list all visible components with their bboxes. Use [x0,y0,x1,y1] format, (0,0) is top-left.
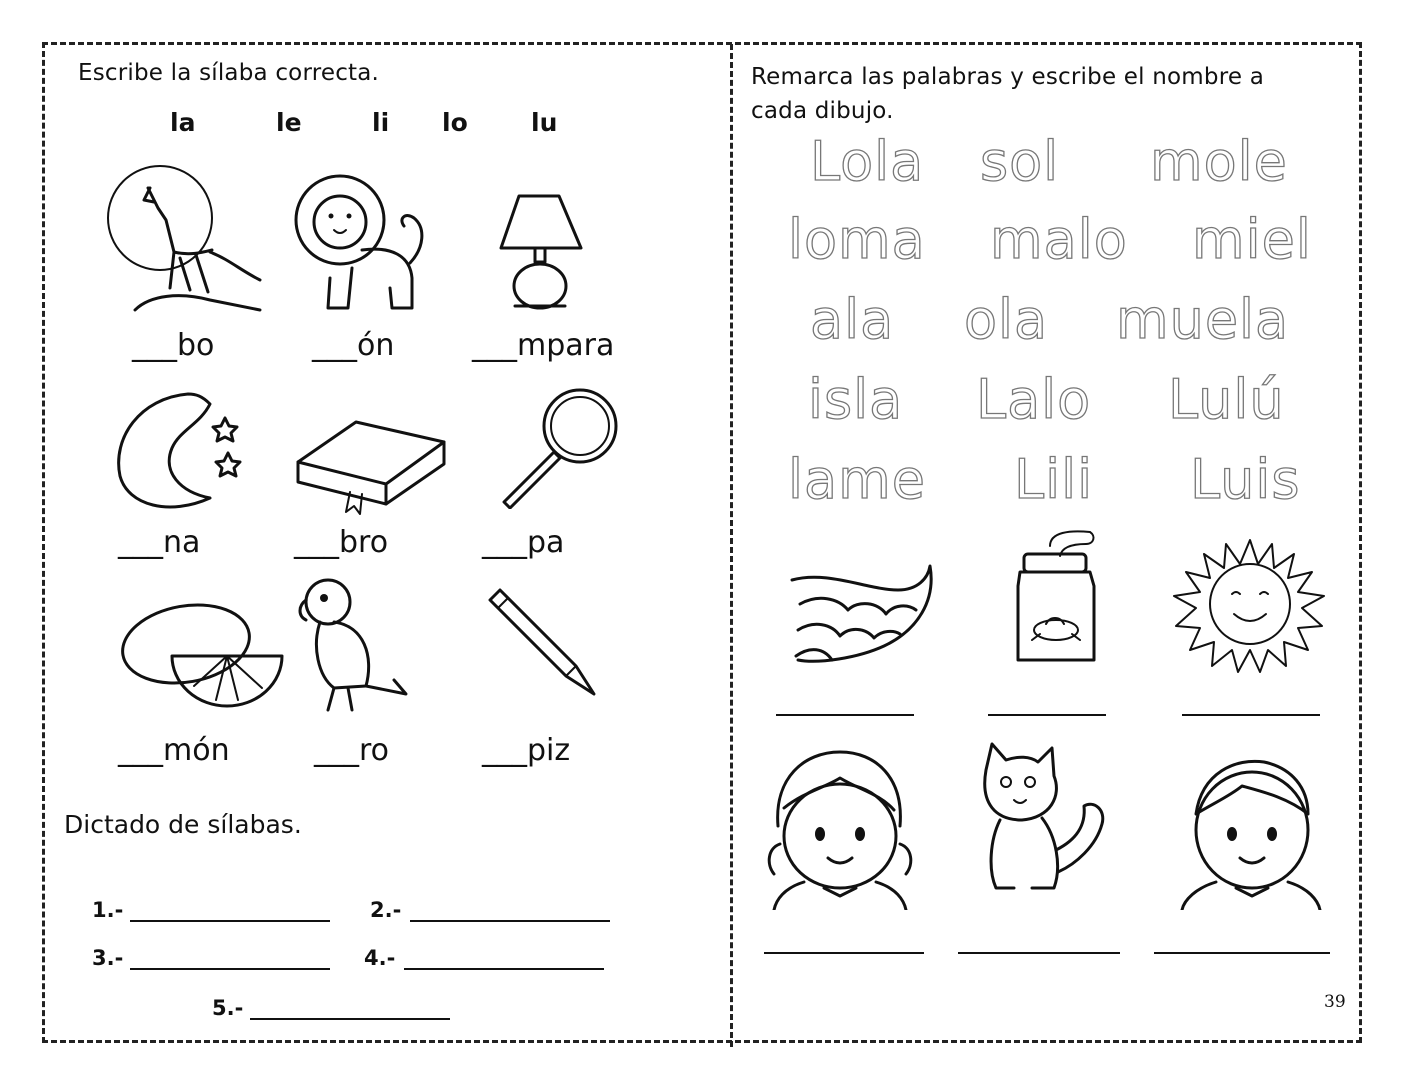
dictation-label-5: 5.- [212,996,244,1020]
dictation-title: Dictado de sílabas. [64,810,302,839]
word-lapiz: ___piz [482,733,571,768]
trace-word-isla: isla [808,368,904,431]
answer-line-cat[interactable] [958,950,1120,954]
lamp-icon [497,188,587,313]
syllable-lo: lo [442,108,468,137]
answer-line-sun[interactable] [1182,712,1320,716]
answer-line-honey-jar[interactable] [988,712,1106,716]
trace-word-lili: Lili [1014,448,1094,511]
dictation-line-2[interactable] [410,898,610,922]
answer-line-boy[interactable] [1154,950,1330,954]
dictation-label-2: 2.- [370,898,402,922]
trace-word-ola: ola [964,288,1049,351]
answer-line-girl[interactable] [764,950,924,954]
word-luna: ___na [118,525,201,560]
magnifying-glass-icon [496,384,626,509]
book-icon [294,418,450,518]
syllable-lu: lu [531,108,558,137]
dictation-label-3: 3.- [92,946,124,970]
syllable-le: le [276,108,302,137]
trace-word-lulu: Lulú [1168,368,1285,431]
sun-icon [1172,534,1328,674]
dictation-line-3[interactable] [130,946,330,970]
wing-icon [788,560,936,670]
trace-word-miel: miel [1192,208,1312,271]
word-lobo: ___bo [132,328,215,363]
parrot-icon [294,576,414,716]
howling-wolf-icon [100,160,270,320]
syllable-la: la [170,108,196,137]
dictation-line-4[interactable] [404,946,604,970]
lion-icon [292,168,432,318]
page-number: 39 [1324,992,1346,1012]
trace-word-malo: malo [990,208,1128,271]
cat-icon [966,740,1112,898]
trace-word-lalo: Lalo [976,368,1092,431]
right-instruction: Remarca las palabras y escribe el nombre a cada dibujo. [751,64,1265,124]
left-instruction: Escribe la sílaba correcta. [78,60,380,86]
moon-icon [110,388,260,513]
trace-word-muela: muela [1116,288,1290,351]
dictation-label-1: 1.- [92,898,124,922]
dictation-label-4: 4.- [364,946,396,970]
girl-icon [764,748,914,910]
dictation-line-1[interactable] [130,898,330,922]
dictation-line-5[interactable] [250,996,450,1020]
trace-word-loma: loma [788,208,926,271]
trace-word-sol: sol [980,130,1060,193]
trace-word-luis: Luis [1190,448,1301,511]
word-libro: ___bro [294,525,389,560]
boy-icon [1176,752,1326,910]
word-lupa: ___pa [482,525,565,560]
word-loro: ___ro [314,733,390,768]
trace-word-lola: Lola [810,130,925,193]
pencil-icon [484,584,600,700]
honey-jar-icon [1010,526,1104,670]
trace-word-ala: ala [810,288,895,351]
lemon-icon [116,600,286,710]
syllable-li: li [372,108,390,137]
answer-line-wing[interactable] [776,712,914,716]
word-lampara: ___mpara [472,328,615,363]
page-divider [730,44,733,1047]
trace-word-lame: lame [788,448,926,511]
trace-word-mole: mole [1150,130,1288,193]
word-leon: ___ón [312,328,395,363]
word-limon: ___món [118,733,230,768]
